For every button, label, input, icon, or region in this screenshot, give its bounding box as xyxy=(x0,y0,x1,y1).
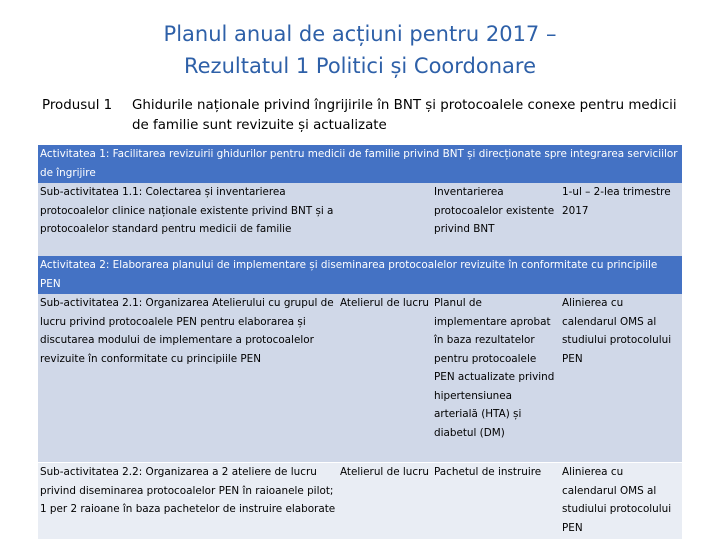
sub-2-1-description: Sub-activitatea 2.1: Organizarea Atelierului cu grupul de lucru privind protocoalele PEN pentru elaborarea și discutarea modului de implementare a protocoalelor revizuite în conformitate cu principiile PEN xyxy=(40,297,334,365)
sub-2-2-timeline: Alinierea cu calendarul OMS al studiului protocolului PEN xyxy=(562,466,672,534)
table-row-sub-2-2 xyxy=(38,463,682,539)
slide-title xyxy=(0,18,720,82)
title-line-2: Rezultatul 1 Politici și Coordonare xyxy=(183,54,536,78)
activity-1-header: Activitatea 1: Facilitarea revizuirii ghidurilor pentru medicii de familie privind BNT și direcționate spre integrarea serviciilor de îngrijire xyxy=(38,145,682,183)
product-statement xyxy=(42,96,682,136)
sub-2-1-output: Atelierul de lucru xyxy=(340,297,429,309)
sub-2-1-indicator: Planul de implementare aprobat în baza rezultatelor pentru protocoalele PEN actualizate privind hipertensiunea arterială (HTA) și diabetul (DM) xyxy=(434,297,555,439)
sub-2-2-description: Sub-activitatea 2.2: Organizarea a 2 ateliere de lucru privind diseminarea protocoalelor PEN în raioanele pilot; 1 per 2 raioane în baza pachetelor de instruire elaborate xyxy=(40,466,336,515)
title-line-1: Planul anual de acțiuni pentru 2017 – xyxy=(163,22,557,46)
sub-2-2-indicator: Pachetul de instruire xyxy=(434,466,542,478)
table-row-sub-2-1 xyxy=(38,294,682,462)
activity-2-header: Activitatea 2: Elaborarea planului de implementare și diseminarea protocoalelor revizuite în conformitate cu principiile PEN xyxy=(38,256,682,294)
product-text: Ghidurile naționale privind îngrijirile în BNT și protocoalele conexe pentru medicii de familie sunt revizuite și actualizate xyxy=(132,98,677,133)
sub-2-2-output: Atelierul de lucru xyxy=(340,466,429,478)
action-plan-table xyxy=(38,145,682,539)
sub-1-1-description: Sub-activitatea 1.1: Colectarea și inventarierea protocoalelor clinice naționale existente privind BNT și a protocoalelor standard pentru medicii de familie xyxy=(40,186,334,235)
product-label: Produsul 1 xyxy=(42,98,113,113)
sub-2-1-timeline: Alinierea cu calendarul OMS al studiului protocolului PEN xyxy=(562,297,672,365)
sub-1-1-timeline: 1-ul – 2-lea trimestre 2017 xyxy=(562,186,671,217)
sub-1-1-indicator: Inventarierea protocoalelor existente privind BNT xyxy=(434,186,555,235)
table-row-sub-1-1 xyxy=(38,183,682,256)
